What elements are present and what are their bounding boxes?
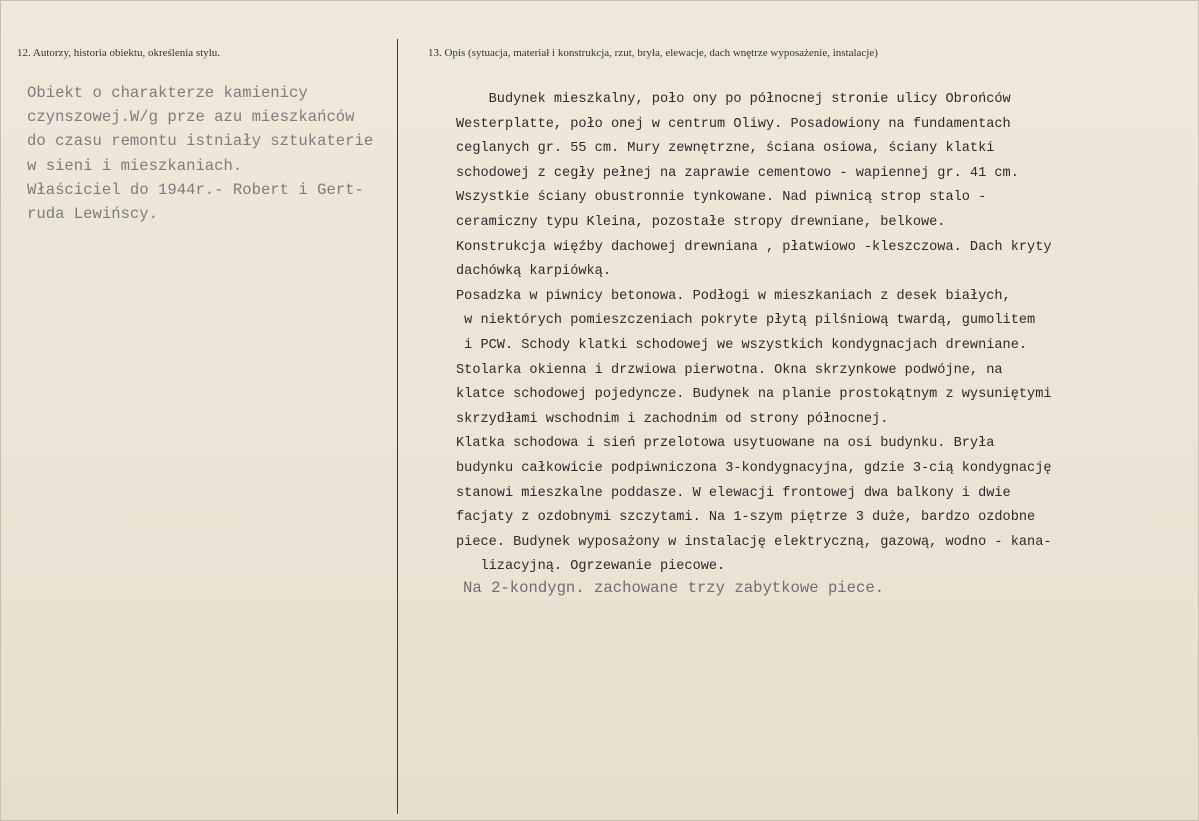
- text-line: Stolarka okienna i drzwiowa pierwotna. Okna skrzynkowe podwójne, na: [456, 362, 1003, 378]
- text-line: klatce schodowej pojedyncze. Budynek na planie prostokątnym z wysuniętymi: [456, 387, 1052, 403]
- column-divider: [397, 39, 398, 814]
- section-13-header: 13. Opis (sytuacja, materiał i konstrukcja, rzut, bryła, elewacje, dach wnętrze wyposażenie, instalacje): [428, 47, 878, 59]
- text-line: i PCW. Schody klatki schodowej we wszystkich kondygnacjach drewniane.: [456, 337, 1028, 353]
- section-12-header: 12. Autorzy, historia obiektu, określenia stylu.: [17, 47, 221, 59]
- text-line: do czasu remontu istniały sztukaterie: [27, 132, 374, 151]
- text-line: piece. Budynek wyposażony w instalację elektryczną, gazową, wodno - kana-: [456, 534, 1052, 550]
- text-line: w niektórych pomieszczeniach pokryte płytą pilśniową twardą, gumolitem: [456, 313, 1036, 329]
- text-line: Budynek mieszkalny, poło ony po północnej stronie ulicy Obrońców: [456, 92, 1011, 107]
- section-12-text: [27, 81, 373, 226]
- text-line: schodowej z cegły pełnej na zaprawie cementowo - wapiennej gr. 41 cm.: [456, 165, 1019, 181]
- text-line: Westerplatte, poło onej w centrum Oliwy. Posadowiony na fundamentach: [456, 116, 1011, 132]
- text-line: Obiekt o charakterze kamienicy: [27, 84, 308, 102]
- text-line: ceglanych gr. 55 cm. Mury zewnętrzne, ściana osiowa, ściany klatki: [456, 141, 995, 157]
- text-line: Konstrukcja więźby dachowej drewniana , płatwiowo -kleszczowa. Dach kryty: [456, 239, 1052, 255]
- text-line: budynku całkowicie podpiwniczona 3-kondygnacyjna, gdzie 3-cią kondygnację: [456, 460, 1052, 476]
- text-line: w sieni i mieszkaniach.: [27, 156, 243, 175]
- text-line: Wszystkie ściany obustronnie tynkowane. Nad piwnicą strop stalo -: [456, 190, 987, 206]
- text-line: dachówką karpiówką.: [456, 264, 611, 280]
- text-line: Posadzka w piwnicy betonowa. Podłogi w mieszkaniach z desek białych,: [456, 288, 1011, 304]
- text-line: Klatka schodowa i sień przelotowa usytuowane na osi budynku. Bryła: [456, 436, 995, 452]
- text-line: facjaty z ozdobnymi szczytami. Na 1-szym piętrze 3 duże, bardzo ozdobne: [456, 510, 1036, 526]
- text-line: lizacyjną. Ogrzewanie piecowe.: [456, 559, 726, 575]
- text-line: ceramiczny typu Kleina, pozostałe stropy drewniane, belkowe.: [456, 214, 946, 230]
- text-line: stanowi mieszkalne poddasze. W elewacji frontowej dwa balkony i dwie: [456, 485, 1011, 501]
- text-line: czynszowej.W/g prze azu mieszkańców: [27, 108, 355, 127]
- text-line: ruda Lewińscy.: [27, 205, 159, 224]
- handwritten-style-note: Na 2-kondygn. zachowane trzy zabytkowe piece.: [463, 579, 885, 597]
- text-line: Właściciel do 1944r.- Robert i Gert-: [27, 180, 364, 199]
- section-13-text: [456, 88, 1052, 580]
- text-line: skrzydłami wschodnim i zachodnim od strony północnej.: [456, 411, 889, 427]
